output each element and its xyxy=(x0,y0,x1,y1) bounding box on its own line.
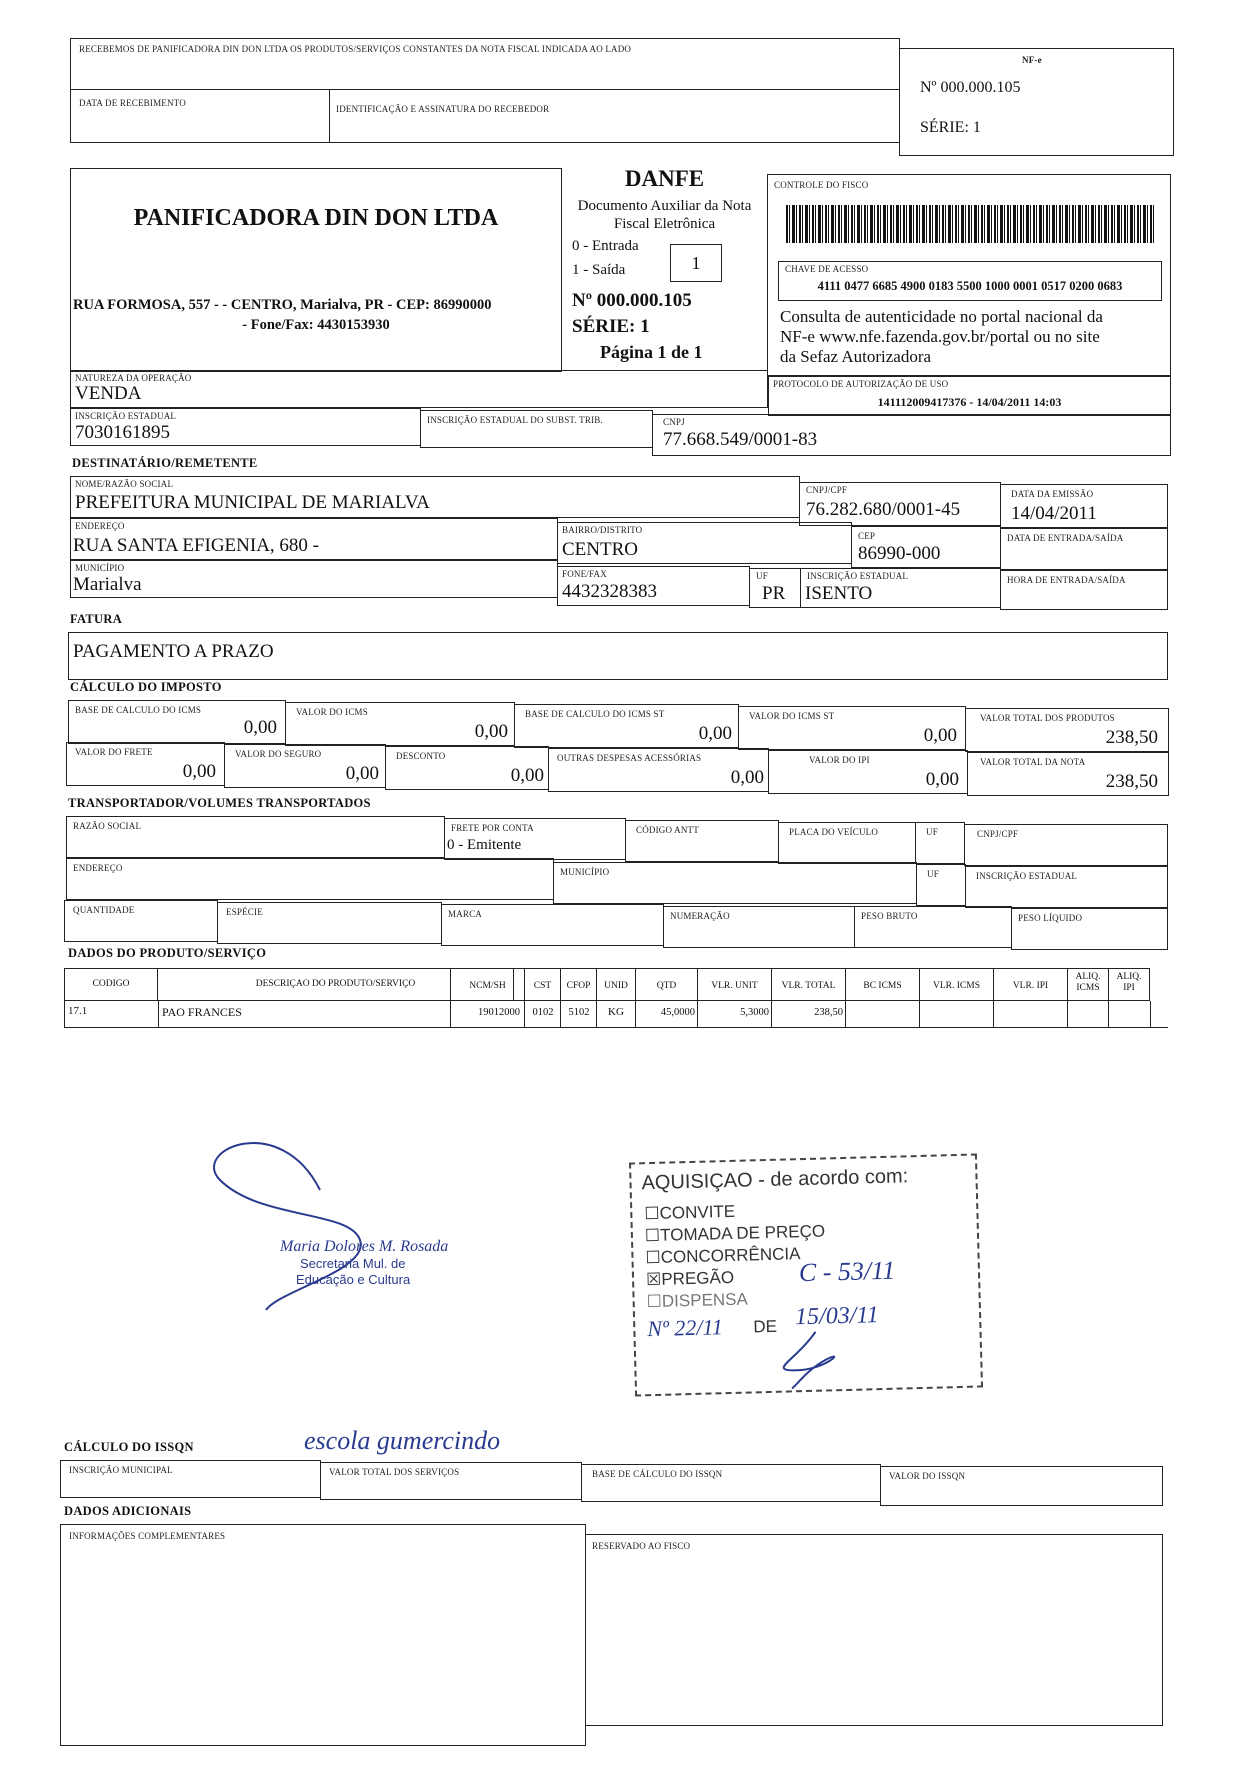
issqn-im-box xyxy=(60,1460,321,1498)
danfe-serie: SÉRIE: 1 xyxy=(572,316,650,337)
danfe-subtitle1: Documento Auxiliar da Nota xyxy=(577,198,752,214)
dest-uf-value: PR xyxy=(762,583,786,604)
stamp-opt4: ☒PREGÃO xyxy=(645,1267,735,1290)
stamp-numero: Nº 22/11 xyxy=(647,1314,724,1342)
th-unid xyxy=(596,968,636,1001)
danfe-block xyxy=(562,166,767,372)
reservado-fisco-label: RESERVADO AO FISCO xyxy=(592,1541,691,1551)
th-descricao-label: DESCRIÇÃO DO PRODUTO/SERVIÇO xyxy=(255,979,416,989)
transp-uf-box xyxy=(915,822,965,864)
transportador-section-title: TRANSPORTADOR/VOLUMES TRANSPORTADOS xyxy=(68,796,371,810)
receipt-text-box xyxy=(70,38,900,90)
total-nota-value: 238,50 xyxy=(1105,771,1158,792)
produtos-header-row xyxy=(64,968,1168,1001)
iest-box xyxy=(420,410,653,448)
dest-fone-box xyxy=(557,566,750,606)
base-icms-st-value: 0,00 xyxy=(698,723,732,744)
produtos-section-title: DADOS DO PRODUTO/SERVIÇO xyxy=(68,946,267,960)
transp-ie-box xyxy=(965,866,1168,908)
th-vlr-total-label: VLR. TOTAL xyxy=(781,981,836,991)
dest-hora-label: HORA DE ENTRADA/SAÍDA xyxy=(1007,575,1126,585)
transp-numeracao-box xyxy=(663,906,855,948)
reservado-fisco-box xyxy=(585,1534,1163,1726)
transp-antt-label: CÓDIGO ANTT xyxy=(636,825,699,835)
info-complementares-label: INFORMAÇÕES COMPLEMENTARES xyxy=(69,1531,226,1541)
th-cst xyxy=(524,968,561,1001)
imposto-section-title: CÁLCULO DO IMPOSTO xyxy=(70,680,222,694)
dest-cnpj-box xyxy=(799,482,1001,526)
th-qtd xyxy=(635,968,698,1001)
iest-label: INSCRIÇÃO ESTADUAL DO SUBST. TRIB. xyxy=(427,415,603,425)
fatura-value: PAGAMENTO A PRAZO xyxy=(73,641,274,662)
signature-scribble xyxy=(200,1120,460,1320)
transp-municipio-box xyxy=(553,862,917,904)
fatura-box xyxy=(68,632,1168,680)
dest-cnpj-value: 76.282.680/0001-45 xyxy=(806,499,961,520)
dest-uf-box xyxy=(749,568,801,608)
dest-municipio-box xyxy=(70,560,558,598)
ie-value: 7030161895 xyxy=(75,422,170,443)
dest-fone-value: 4432328383 xyxy=(562,581,657,602)
chave-label: CHAVE DE ACESSO xyxy=(785,264,869,274)
cell-qtd: 45,0000 xyxy=(660,1007,695,1018)
th-vlr-icms-label: VLR. ICMS xyxy=(933,981,980,991)
valor-icms-st-value: 0,00 xyxy=(923,725,957,746)
emitente-name: PANIFICADORA DIN DON LTDA xyxy=(133,205,499,231)
cnpj-emitente-value: 77.668.549/0001-83 xyxy=(663,429,818,450)
th-codigo xyxy=(64,968,158,1001)
stamp-opt5: ☐DISPENSA xyxy=(646,1289,749,1312)
stamp-de: DE xyxy=(753,1316,778,1337)
emitente-box xyxy=(70,168,562,372)
transp-ie-label: INSCRIÇÃO ESTADUAL xyxy=(976,871,1078,881)
base-icms-st-box xyxy=(514,704,739,748)
dest-municipio-value: Marialva xyxy=(73,574,142,595)
cell-vlr-unit: 5,3000 xyxy=(740,1007,769,1018)
consulta-line1: Consulta de autenticidade no portal nacional da xyxy=(780,307,1103,326)
base-icms-box xyxy=(68,700,286,744)
transp-marca-label: MARCA xyxy=(448,909,483,919)
transp-quantidade-label: QUANTIDADE xyxy=(73,905,135,915)
produtos-table xyxy=(64,968,1168,1034)
cnpj-emitente-label: CNPJ xyxy=(663,417,685,427)
frete-label: VALOR DO FRETE xyxy=(75,747,153,757)
valor-icms-value: 0,00 xyxy=(474,721,508,742)
natureza-label: NATUREZA DA OPERAÇÃO xyxy=(75,373,192,383)
signature-role1: Secretaria Mul. de xyxy=(300,1256,406,1271)
th-codigo-label: CODIGO xyxy=(92,979,130,989)
stamp-opt3: ☐CONCORRÊNCIA xyxy=(645,1244,801,1268)
receipt-nfe-number: Nº 000.000.105 xyxy=(920,79,1021,96)
desconto-value: 0,00 xyxy=(510,765,544,786)
consulta-line2: NF-e www.nfe.fazenda.gov.br/portal ou no site xyxy=(780,327,1100,346)
transp-endereco-box xyxy=(66,858,554,900)
emitente-address: RUA FORMOSA, 557 - - CENTRO, Marialva, PR - CEP: 86990000 xyxy=(73,297,492,313)
transp-razao-box xyxy=(66,816,445,858)
dest-bairro-label: BAIRRO/DISTRITO xyxy=(562,525,643,535)
total-nota-box xyxy=(967,752,1169,796)
transp-municipio-label: MUNICÍPIO xyxy=(560,867,610,877)
seguro-box xyxy=(224,744,386,788)
receipt-ident-box xyxy=(329,89,900,143)
th-unid-label: UNID xyxy=(604,981,628,991)
transp-peso-bruto-box xyxy=(854,906,1012,948)
cnpj-emitente-box xyxy=(652,414,1171,456)
cell-cfop: 5102 xyxy=(568,1007,590,1018)
dest-cep-value: 86990-000 xyxy=(858,543,941,564)
cell-vlr-total: 238,50 xyxy=(814,1007,843,1018)
issqn-total-box xyxy=(320,1462,582,1500)
stamp-opt5-label: DISPENSA xyxy=(661,1289,749,1311)
natureza-value: VENDA xyxy=(75,383,142,404)
stamp-hand-code: C - 53/11 xyxy=(798,1255,896,1288)
base-icms-value: 0,00 xyxy=(243,717,277,738)
transp-especie-box xyxy=(217,902,442,944)
frete-box xyxy=(66,742,225,786)
danfe-entrada: 0 - Entrada xyxy=(572,238,639,254)
transp-uf-label: UF xyxy=(926,827,938,837)
danfe-tipo: 1 xyxy=(670,244,722,282)
ipi-box xyxy=(768,750,968,794)
fatura-section-title: FATURA xyxy=(70,612,123,626)
dest-cnpj-label: CNPJ/CPF xyxy=(806,485,848,495)
signature-name: Maria Dolores M. Rosada xyxy=(280,1238,449,1255)
issqn-valor-box xyxy=(880,1466,1163,1506)
receipt-nfe-serie: SÉRIE: 1 xyxy=(920,119,981,136)
protocolo-value: 141112009417376 - 14/04/2011 14:03 xyxy=(877,395,1062,409)
destinatario-section-title: DESTINATÁRIO/REMETENTE xyxy=(72,456,258,470)
transp-numeracao-label: NUMERAÇÃO xyxy=(670,911,730,921)
transp-peso-bruto-label: PESO BRUTO xyxy=(861,911,918,921)
dest-nome-box xyxy=(70,476,800,518)
transp-frete-box xyxy=(444,818,626,860)
transp-frete-value: 0 - Emitente xyxy=(447,837,522,853)
transp-cnpj-box xyxy=(964,824,1168,866)
dest-endereco-value: RUA SANTA EFIGENIA, 680 - xyxy=(73,535,320,556)
total-nota-label: VALOR TOTAL DA NOTA xyxy=(980,757,1086,767)
th-vlr-icms xyxy=(919,968,994,1001)
th-vlr-total xyxy=(771,968,846,1001)
transp-frete-label: FRETE POR CONTA xyxy=(451,823,534,833)
dest-entrada-saida-box xyxy=(1000,528,1168,570)
dest-hora-box xyxy=(1000,570,1168,610)
receipt-text: RECEBEMOS DE PANIFICADORA DIN DON LTDA OS PRODUTOS/SERVIÇOS CONSTANTES DA NOTA FISCAL INDICADA AO LADO xyxy=(79,44,632,54)
valor-icms-label: VALOR DO ICMS xyxy=(296,707,368,717)
controle-fisco-label: CONTROLE DO FISCO xyxy=(774,180,869,190)
danfe-subtitle2: Fiscal Eletrônica xyxy=(613,216,716,232)
cell-codigo: 17.1 xyxy=(68,1005,88,1017)
th-ncm-label: NCM/SH xyxy=(469,981,506,991)
receipt-nfe-box xyxy=(899,48,1174,156)
table-row xyxy=(64,1001,1168,1028)
issqn-base-box xyxy=(581,1464,881,1502)
stamp-opt2-label: TOMADA DE PREÇO xyxy=(659,1221,826,1245)
consulta-line3: da Sefaz Autorizadora xyxy=(780,347,932,366)
valor-icms-box xyxy=(285,702,515,746)
info-complementares-box xyxy=(60,1524,586,1746)
adicionais-section-title: DADOS ADICIONAIS xyxy=(64,1504,192,1518)
th-aliq-ipi-label: ALIQ. IPI xyxy=(1116,972,1142,993)
danfe-number: Nº 000.000.105 xyxy=(572,290,692,311)
dest-cep-box xyxy=(851,526,1001,568)
base-icms-label: BASE DE CALCULO DO ICMS xyxy=(75,705,202,715)
transp-placa-box xyxy=(778,822,916,864)
ie-label: INSCRIÇÃO ESTADUAL xyxy=(75,411,177,421)
protocolo-box xyxy=(768,376,1171,416)
th-bc-icms-label: BC ICMS xyxy=(863,981,902,991)
dest-endereco-label: ENDEREÇO xyxy=(75,521,125,531)
frete-value: 0,00 xyxy=(182,761,216,782)
th-vlr-unit-label: VLR. UNIT xyxy=(711,981,758,991)
cell-ncm: 19012000 xyxy=(478,1007,520,1018)
dest-bairro-value: CENTRO xyxy=(562,539,638,560)
stamp-title: AQUISIÇAO - de acordo com: xyxy=(641,1165,909,1195)
th-vlr-unit xyxy=(697,968,772,1001)
transp-marca-box xyxy=(441,904,664,946)
transp-especie-label: ESPÉCIE xyxy=(226,907,263,917)
th-vlr-ipi xyxy=(993,968,1068,1001)
stamp-initial-scribble xyxy=(755,1328,877,1391)
transp-uf2-box xyxy=(916,864,966,906)
th-bc-icms xyxy=(845,968,920,1001)
signature-block xyxy=(200,1120,460,1320)
issqn-valor-label: VALOR DO ISSQN xyxy=(889,1471,966,1481)
natureza-box xyxy=(70,370,768,408)
dest-municipio-label: MUNICÍPIO xyxy=(75,563,125,573)
issqn-total-label: VALOR TOTAL DOS SERVIÇOS xyxy=(329,1467,460,1477)
emitente-phone: - Fone/Fax: 4430153930 xyxy=(242,317,390,333)
ipi-label: VALOR DO IPI xyxy=(809,755,870,765)
valor-icms-st-label: VALOR DO ICMS ST xyxy=(749,711,835,721)
aquisicao-stamp xyxy=(629,1153,983,1396)
dest-endereco-box xyxy=(70,518,558,560)
transp-antt-box xyxy=(625,820,779,862)
ipi-value: 0,00 xyxy=(925,769,959,790)
dest-emissao-label: DATA DA EMISSÃO xyxy=(1011,489,1094,499)
signature-role2: Educação e Cultura xyxy=(296,1272,411,1287)
th-cfop-label: CFOP xyxy=(566,981,591,991)
dest-fone-label: FONE/FAX xyxy=(562,569,607,579)
base-icms-st-label: BASE DE CALCULO DO ICMS ST xyxy=(525,709,665,719)
dest-emissao-value: 14/04/2011 xyxy=(1011,503,1097,524)
transp-placa-label: PLACA DO VEÍCULO xyxy=(789,827,879,837)
outras-box xyxy=(548,748,769,792)
dest-nome-value: PREFEITURA MUNICIPAL DE MARIALVA xyxy=(75,492,430,513)
dest-nome-label: NOME/RAZÃO SOCIAL xyxy=(75,479,174,489)
danfe-pagina: Página 1 de 1 xyxy=(600,342,703,362)
dest-ie-label: INSCRIÇÃO ESTADUAL xyxy=(807,571,909,581)
seguro-value: 0,00 xyxy=(345,763,379,784)
transp-uf2-label: UF xyxy=(927,869,939,879)
receipt-date-label: DATA DE RECEBIMENTO xyxy=(79,98,186,108)
transp-peso-liquido-box xyxy=(1011,908,1168,950)
danfe-title: DANFE xyxy=(624,166,705,191)
dest-cep-label: CEP xyxy=(858,531,876,541)
dest-bairro-box xyxy=(557,522,852,564)
th-vlr-ipi-label: VLR. IPI xyxy=(1012,981,1049,991)
seguro-label: VALOR DO SEGURO xyxy=(235,749,322,759)
outras-label: OUTRAS DESPESAS ACESSÓRIAS xyxy=(557,753,702,763)
danfe-saida: 1 - Saída xyxy=(572,262,626,278)
th-aliq-icms-label: ALIQ. ICMS xyxy=(1075,972,1101,993)
dest-ie-value: ISENTO xyxy=(805,583,873,604)
desconto-box xyxy=(385,746,549,790)
stamp-opt1: ☐CONVITE xyxy=(644,1201,736,1224)
cell-unid: KG xyxy=(608,1006,624,1018)
dest-ie-box xyxy=(800,568,1001,608)
chave-value: 4111 0477 6685 4900 0183 5500 1000 0001 0517 0200 0683 xyxy=(817,279,1123,293)
stamp-date: 15/03/11 xyxy=(794,1302,879,1331)
stamp-opt2: ☐TOMADA DE PREÇO xyxy=(644,1221,826,1246)
transp-peso-liquido-label: PESO LÍQUIDO xyxy=(1018,913,1083,923)
issqn-base-label: BASE DE CÁLCULO DO ISSQN xyxy=(592,1469,723,1479)
issqn-im-label: INSCRIÇÃO MUNICIPAL xyxy=(69,1465,173,1475)
fisco-box xyxy=(767,174,1171,376)
total-produtos-box xyxy=(965,708,1169,752)
issqn-section-title: CÁLCULO DO ISSQN xyxy=(64,1440,194,1454)
outras-value: 0,00 xyxy=(730,767,764,788)
transp-quantidade-box xyxy=(64,900,218,942)
chave-box xyxy=(778,261,1162,301)
transp-endereco-label: ENDEREÇO xyxy=(73,863,123,873)
th-cst-label: CST xyxy=(533,981,552,991)
th-ncm xyxy=(450,968,525,1001)
dest-emissao-box xyxy=(1000,484,1168,528)
ie-box xyxy=(70,408,421,446)
stamp-opt4-label: PREGÃO xyxy=(661,1267,735,1289)
th-aliq-ipi xyxy=(1108,968,1150,1001)
cell-cst: 0102 xyxy=(532,1007,554,1018)
protocolo-label: PROTOCOLO DE AUTORIZAÇÃO DE USO xyxy=(773,379,949,389)
th-aliq-icms xyxy=(1067,968,1109,1001)
barcode xyxy=(786,205,1154,243)
receipt-date-box xyxy=(70,89,330,143)
receipt-nfe-label: NF-e xyxy=(1022,55,1042,65)
dest-entrada-saida-label: DATA DE ENTRADA/SAÍDA xyxy=(1007,533,1124,543)
receipt-ident-label: IDENTIFICAÇÃO E ASSINATURA DO RECEBEDOR xyxy=(336,104,550,114)
desconto-label: DESCONTO xyxy=(396,751,446,761)
transp-cnpj-label: CNPJ/CPF xyxy=(977,829,1019,839)
th-cfop xyxy=(560,968,597,1001)
transp-razao-label: RAZÃO SOCIAL xyxy=(73,821,142,831)
cell-descricao: PAO FRANCES xyxy=(162,1005,242,1019)
issqn-handwriting: escola gumercindo xyxy=(304,1426,501,1455)
dest-uf-label: UF xyxy=(756,571,768,581)
total-produtos-value: 238,50 xyxy=(1105,727,1158,748)
total-produtos-label: VALOR TOTAL DOS PRODUTOS xyxy=(980,713,1115,723)
valor-icms-st-box xyxy=(738,706,966,750)
stamp-opt3-label: CONCORRÊNCIA xyxy=(660,1244,801,1267)
stamp-opt1-label: CONVITE xyxy=(659,1201,736,1223)
th-qtd-label: QTD xyxy=(656,981,677,991)
